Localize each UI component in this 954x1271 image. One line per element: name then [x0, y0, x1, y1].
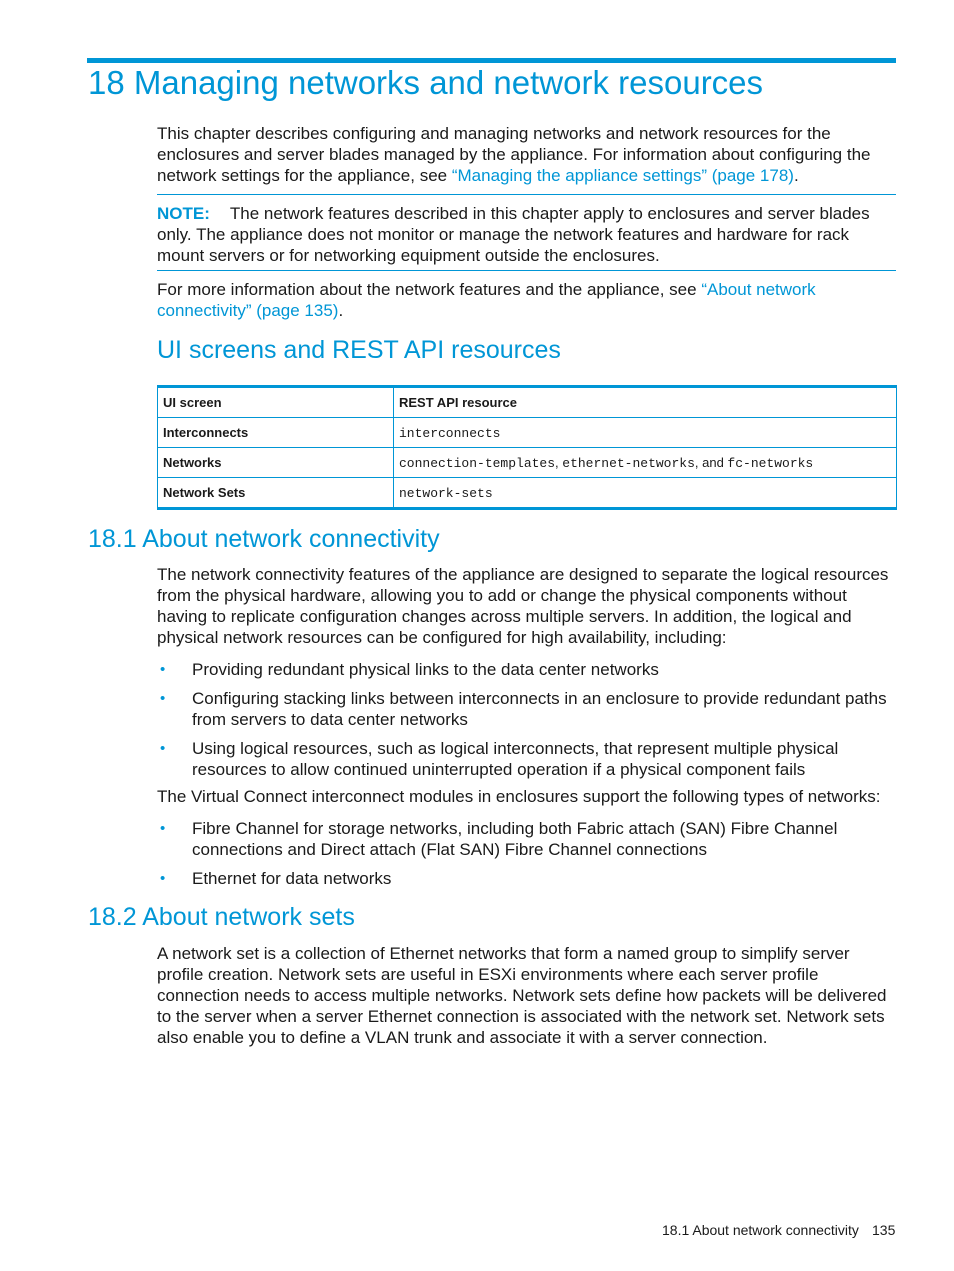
resource-code: ethernet-networks	[562, 455, 695, 471]
intro-paragraph	[157, 123, 897, 186]
network-connectivity-link[interactable]: “About network connectivity” (page 135)	[157, 280, 816, 320]
bullet-icon: •	[160, 740, 166, 757]
table-cell-resource	[394, 448, 897, 478]
list-item: • Fibre Channel for storage networks, including both Fabric attach (SAN) Fibre Channel connections and Direct attach (Flat SAN) Fibre Channel connections	[160, 819, 838, 859]
intro-text: This chapter describes configuring and managing networks and network resources for the enclosures and server blades managed by the appliance. For information about configuring the network settings for the appliance, see	[157, 124, 871, 185]
more-info-text: For more information about the network features and the appliance, see	[157, 280, 702, 299]
footer-page-number: 135	[872, 1222, 896, 1238]
resource-separator: ,	[555, 454, 563, 470]
network-types-list	[157, 818, 897, 889]
table-header-cell: UI screen	[158, 387, 394, 418]
resource-code: interconnects	[399, 425, 501, 441]
table-cell-resource	[394, 478, 897, 509]
note-text: The network features described in this chapter apply to enclosures and server blades only. The appliance does not monitor or manage the network features and hardware for rack mount servers or for networking equipment outside the enclosures.	[157, 204, 870, 265]
list-item: • Using logical resources, such as logical interconnects, that represent multiple physical resources to allow continued uninterrupted operation if a physical component fails	[160, 739, 839, 779]
table-row	[158, 448, 897, 478]
ha-feature-list	[157, 659, 897, 780]
resource-code: network-sets	[399, 485, 493, 501]
intro-end: .	[793, 166, 799, 185]
note-label: NOTE:	[157, 204, 210, 223]
appliance-settings-link[interactable]: “Managing the appliance settings” (page 178)	[451, 166, 794, 185]
list-item: • Ethernet for data networks	[160, 869, 392, 888]
list-item: • Configuring stacking links between interconnects in an enclosure to provide redundant paths from servers to data center networks	[160, 689, 887, 729]
chapter-title: 18 Managing networks and network resources	[88, 64, 764, 101]
section-18-1-paragraph: The network connectivity features of the appliance are designed to separate the logical resources from the physical hardware, allowing you to add or change the physical components without having to replicate configuration changes across multiple servers. In addition, the logical and physical network resources can be configured for high availability, including:	[157, 565, 889, 647]
table-cell-screen: Networks	[158, 448, 394, 478]
resource-separator: , and	[694, 454, 728, 470]
section-18-2-body	[157, 943, 897, 1048]
list-item: • Providing redundant physical links to the data center networks	[160, 660, 659, 679]
table-header-row	[158, 387, 897, 418]
resource-code: fc-networks	[727, 455, 814, 471]
resource-code: connection-templates	[399, 455, 556, 471]
section-18-2-paragraph: A network set is a collection of Ethernet networks that form a named group to simplify server profile creation. Network sets are useful in ESXi environments where each server profile connection needs to access multiple networks. Network sets define how packets will be delivered to the server when a server Ethernet connection is associated with the network set. Network sets also enable you to define a VLAN trunk and associate it with a server connection.	[157, 944, 887, 1047]
table-cell-screen: Interconnects	[158, 418, 394, 448]
section-18-2-heading: 18.2 About network sets	[88, 903, 355, 931]
table-header-cell: REST API resource	[394, 387, 897, 418]
bullet-icon: •	[160, 661, 166, 678]
footer-section-title: 18.1 About network connectivity	[662, 1222, 859, 1238]
table-cell-resource	[394, 418, 897, 448]
bullet-icon: •	[160, 870, 166, 887]
note-block	[157, 203, 897, 266]
ui-screens-heading: UI screens and REST API resources	[157, 336, 561, 364]
bullet-icon: •	[160, 690, 166, 707]
note-top-rule	[157, 194, 896, 195]
chapter-rule	[87, 58, 896, 63]
bullet-icon: •	[160, 820, 166, 837]
more-info-end: .	[338, 301, 344, 320]
note-bottom-rule	[157, 270, 896, 271]
more-info-paragraph	[157, 279, 897, 321]
section-18-1-body	[157, 564, 897, 889]
section-18-1-heading: 18.1 About network connectivity	[88, 525, 440, 553]
table-cell-screen: Network Sets	[158, 478, 394, 509]
ui-rest-table	[157, 385, 897, 510]
table-row	[158, 478, 897, 509]
table-row	[158, 418, 897, 448]
section-18-1-paragraph-2: The Virtual Connect interconnect modules in enclosures support the following types of networks:	[157, 787, 881, 806]
